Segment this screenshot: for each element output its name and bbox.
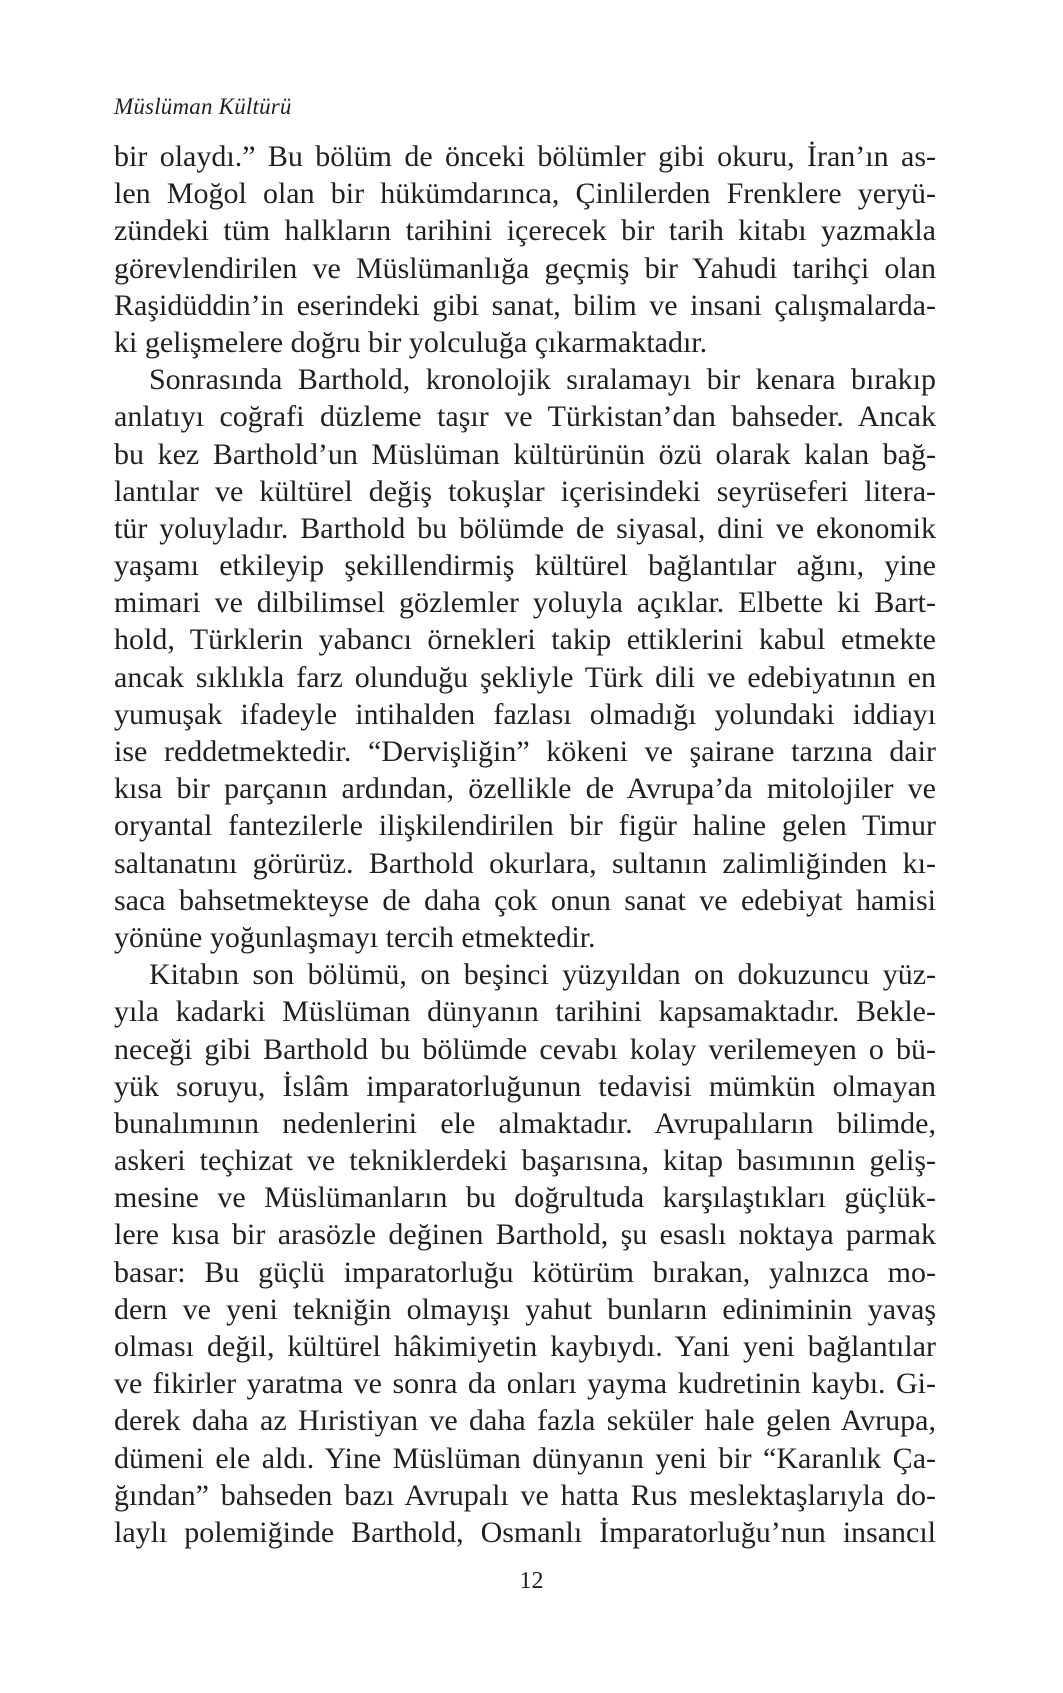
text-line: neceği gibi Barthold bu bölümde cevabı kolay verilemeyen o bü-	[114, 1032, 936, 1066]
text-line: hold, Türklerin yabancı örnekleri takip ettiklerini kabul etmekte	[114, 623, 936, 657]
text-line: yumuşak ifadeyle intihalden fazlası olmadığı yolundaki iddiayı	[114, 697, 936, 731]
text-line: basar: Bu güçlü imparatorluğu kötürüm bırakan, yalnızca mo-	[114, 1255, 936, 1289]
text-line: yük soruyu, İslâm imparatorluğunun tedavisi mümkün olmayan	[114, 1069, 936, 1103]
text-line: saltanatını görürüz. Barthold okurlara, sultanın zalimliğinden kı-	[114, 846, 936, 880]
page-number: 12	[519, 1568, 544, 1594]
text-line: ki gelişmelere doğru bir yolculuğa çıkarmaktadır.	[114, 325, 708, 359]
text-line: mesine ve Müslümanların bu doğrultuda karşılaştıkları güçlük-	[114, 1181, 936, 1215]
paragraph-3	[114, 956, 936, 1551]
text-line: yıla kadarki Müslüman dünyanın tarihini kapsamaktadır. Bekle-	[114, 995, 936, 1029]
text-line: len Moğol olan bir hükümdarınca, Çinlilerden Frenklere yeryü-	[114, 177, 936, 211]
text-line: lere kısa bir arasözle değinen Barthold, şu esaslı noktaya parmak	[114, 1218, 936, 1252]
text-line: Kitabın son bölümü, on beşinci yüzyıldan on dokuzuncu yüz-	[149, 958, 936, 992]
body-text	[114, 138, 936, 1551]
text-line: dümeni ele aldı. Yine Müslüman dünyanın yeni bir “Karanlık Ça-	[114, 1441, 936, 1475]
paragraph-2	[114, 361, 936, 956]
text-line: tür yoluyladır. Barthold bu bölümde de siyasal, dini ve ekonomik	[114, 511, 936, 545]
text-line: Sonrasında Barthold, kronolojik sıralamayı bir kenara bırakıp	[149, 363, 936, 397]
paragraph-1	[114, 138, 936, 361]
text-line: olması değil, kültürel hâkimiyetin kaybıydı. Yani yeni bağlantılar	[114, 1330, 936, 1363]
text-line: yönüne yoğunlaşmayı tercih etmektedir.	[114, 920, 596, 954]
running-header: Müslüman Kültürü	[114, 94, 292, 119]
text-line: mimari ve dilbilimsel gözlemler yoluyla açıklar. Elbette ki Bart-	[114, 586, 936, 620]
text-line: laylı polemiğinde Barthold, Osmanlı İmparatorluğu’nun insancıl	[114, 1515, 936, 1549]
text-line: görevlendirilen ve Müslümanlığa geçmiş bir Yahudi tarihçi olan	[114, 251, 936, 285]
text-line: dern ve yeni tekniğin olmayışı yahut bunların ediniminin yavaş	[114, 1292, 936, 1326]
text-line: saca bahsetmekteyse de daha çok onun sanat ve edebiyat hamisi	[114, 883, 936, 917]
text-line: yaşamı etkileyip şekillendirmiş kültürel bağlantılar ağını, yine	[114, 549, 936, 583]
text-line: ise reddetmektedir. “Dervişliğin” kökeni ve şairane tarzına dair	[114, 735, 936, 768]
text-line: ğından” bahseden bazı Avrupalı ve hatta Rus meslektaşlarıyla do-	[114, 1478, 936, 1512]
text-line: lantılar ve kültürel değiş tokuşlar içerisindeki seyrüseferi litera-	[114, 474, 936, 508]
text-line: bunalımının nedenlerini ele almaktadır. Avrupalıların bilimde,	[114, 1106, 936, 1140]
text-line: oryantal fantezilerle ilişkilendirilen bir figür haline gelen Timur	[114, 809, 936, 843]
text-line: zündeki tüm halkların tarihini içerecek bir tarih kitabı yazmakla	[114, 214, 936, 248]
text-line: kısa bir parçanın ardından, özellikle de Avrupa’da mitolojiler ve	[114, 772, 936, 806]
text-line: bir olaydı.” Bu bölüm de önceki bölümler gibi okuru, İran’ın as-	[114, 140, 936, 173]
text-line: Raşidüddin’in eserindeki gibi sanat, bilim ve insani çalışmalarda-	[114, 288, 936, 322]
text-line: bu kez Barthold’un Müslüman kültürünün özü olarak kalan bağ-	[114, 437, 936, 471]
text-line: ancak sıklıkla farz olunduğu şekliyle Türk dili ve edebiyatının en	[114, 660, 936, 694]
text-line: askeri teçhizat ve tekniklerdeki başarısına, kitap basımının geliş-	[114, 1144, 936, 1178]
text-line: derek daha az Hıristiyan ve daha fazla seküler hale gelen Avrupa,	[114, 1404, 936, 1438]
text-line: ve fikirler yaratma ve sonra da onları yayma kudretinin kaybı. Gi-	[114, 1367, 936, 1401]
text-line: anlatıyı coğrafi düzleme taşır ve Türkistan’dan bahseder. Ancak	[114, 400, 936, 434]
